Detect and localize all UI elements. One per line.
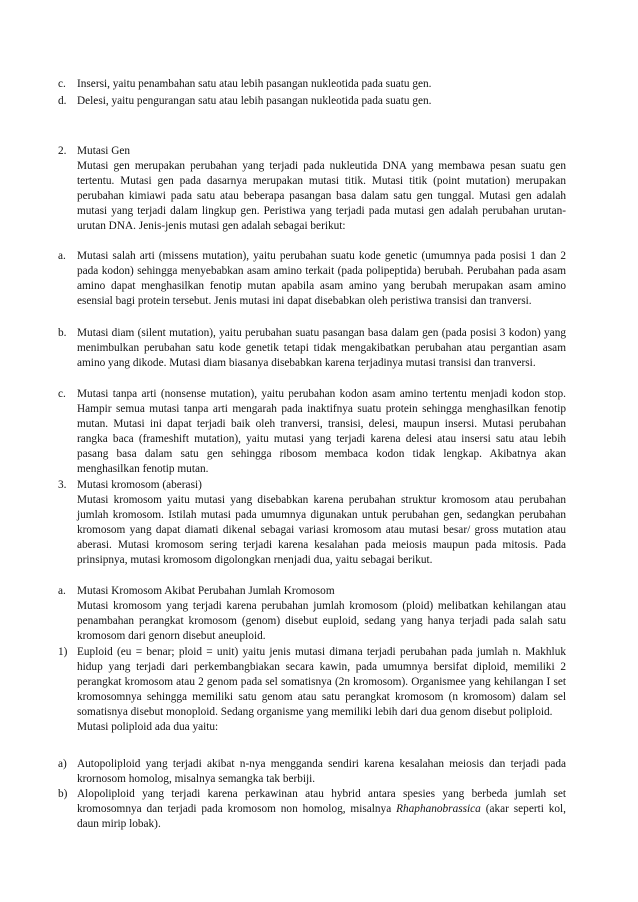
list-marker: b. (58, 327, 67, 339)
species-name: Rhaphanobrassica (396, 803, 481, 816)
list-item-b-alopoliploid (58, 787, 566, 832)
section-title: Mutasi Gen (77, 145, 131, 157)
list-item-c-nonsense (58, 387, 566, 478)
list-item-text: Insersi, yaitu penambahan satu atau lebih pasangan nukleotida pada suatu gen. (77, 78, 432, 90)
list-marker: c. (58, 388, 66, 400)
section-3-mutasi-kromosom (58, 478, 566, 569)
list-marker: a) (58, 758, 67, 770)
list-item-text: Mutasi tanpa arti (nonsense mutation), yaitu perubahan kodon asam amino tertentu menjadi kodon stop. Hampir semua mutasi tanpa arti mengarah pada inaktifnya suatu protein sehingga menghasilkan fenotip mutan. Mutasi ini dapat terjadi baik oleh tranversi, transisi, delesi, maupun insersi. Mutasi perubahan rangka baca (frameshift mutation), yaitu mutasi yang terjadi karena delesi atau insersi satu atau lebih pasang basa dalam satu gen sehingga ribosom membaca kodon tidak lengkap. Akibatnya akan menghasilkan fenotip mutan. (77, 388, 566, 476)
list-item-text: Euploid (eu = benar; ploid = unit) yaitu jenis mutasi dimana terjadi perubahan pada jumlah n. Makhluk hidup yang terjadi dari perkembangbiakan secara kawin, pada umumnya bersifat diploid, memiliki 2 perangkat kromosom atau 2 genom pada sel somatisnya (2n kromosom). Organismee yang kehilangan I set kromosomnya sehingga memiliki satu genom atau satu perangkat kromosom (n kromosom) dalam sel somatisnya disebut monoploid. Sedang organisme yang memiliki lebih dari dua genom disebut poliploid. (77, 646, 566, 719)
list-item-text: Autopoliploid yang terjadi akibat n-nya mengganda sendiri karena kesalahan meiosis dan terjadi pada krornosom homolog, misalnya semangka tak berbiji. (77, 758, 566, 786)
list-marker: b) (58, 788, 68, 800)
list-marker: 1) (58, 646, 68, 658)
section-number: 2. (58, 145, 67, 157)
list-item-1-euploid (58, 645, 566, 736)
section-2-mutasi-gen (58, 144, 566, 235)
list-item-text: Delesi, yaitu pengurangan satu atau lebih pasangan nukleotida pada suatu gen. (77, 95, 432, 107)
section-title: Mutasi kromosom (aberasi) (77, 479, 202, 491)
list-item-note: Mutasi poliploid ada dua yaitu: (77, 721, 219, 734)
list-item-a-missens (58, 249, 566, 309)
list-item-text: Mutasi diam (silent mutation), yaitu perubahan suatu pasangan basa dalam gen (pada posisi 3 kodon) yang menimbulkan perubahan satu kode genetik tetapi tidak mengakibatkan perubahan atau pergantian asam amino yang dikode. Mutasi diam biasanya disebabkan karena terjadinya mutasi transisi dan tranversi. (77, 327, 566, 370)
list-item-a-jumlah-kromosom (58, 584, 566, 644)
section-body: Mutasi gen merupakan perubahan yang terjadi pada nukleutida DNA yang membawa pesan suatu gen tertentu. Mutasi gen pada dasarnya merupakan mutasi titik. Mutasi titik (point mutation) merupakan perubahan kimiawi pada satu atau beberapa pasangan basa dalam satu gen tunggal. Mutasi gen adalah mutasi yang terjadi dalam lingkup gen. Peristiwa yang terjadi pada mutasi gen adalah perubahan urutan-urutan DNA. Jenis-jenis mutasi gen adalah sebagai berikut: (77, 160, 566, 233)
list-item-c-insersi (58, 77, 566, 92)
list-item-d-delesi (58, 94, 566, 109)
list-item-a-autopoliploid (58, 757, 566, 787)
subsection-title: Mutasi Kromosom Akibat Perubahan Jumlah Kromosom (77, 585, 335, 597)
list-item-b-silent (58, 326, 566, 371)
list-marker: c. (58, 78, 66, 90)
subsection-body: Mutasi kromosom yang terjadi karena perubahan jumlah kromosom (ploid) melibatkan kehilangan atau penambahan perangkat kromosom (genom) disebut euploid, sedang yang hanya terjadi pada salah satu kromosom dari genorn disebut aneuploid. (77, 600, 566, 643)
list-item-text: Mutasi salah arti (missens mutation), yaitu perubahan suatu kode genetic (umumnya pada posisi 1 dan 2 pada kodon) sehingga menyebabkan asam amino terkait (pada polipeptida) berubah. Perubahan pada asam amino dapat menghasilkan fenotip mutan apabila asam amino yang berubah merupakan asam amino esensial bagi protein tersebut. Jenis mutasi ini dapat disebabkan oleh peristiwa transisi dan tranversi. (77, 250, 566, 308)
list-marker: a. (58, 250, 66, 262)
list-marker: a. (58, 585, 66, 597)
list-item-text-pre: Alopoliploid yang terjadi karena perkawinan atau hybrid antara spesies yang berbeda jumlah set kromosomnya dan terjadi pada kromosom non homolog, misalnya (77, 788, 566, 816)
list-marker: d. (58, 95, 67, 107)
list-item-text (77, 787, 566, 832)
list-item-text-post: (akar seperti kol, daun mirip lobak). (77, 803, 567, 831)
section-number: 3. (58, 479, 67, 491)
section-body: Mutasi kromosom yaitu mutasi yang disebabkan karena perubahan struktur kromosom atau perubahan jumlah kromosom. Istilah mutasi pada umumnya digunakan untuk perubahan gen, sedangkan perubahan kromosom yang dapat diamati dikenal sebagai variasi kromosom atau mutasi besar/ gross mutation atau aberasi. Mutasi kromosom sering terjadi karena kesalahan pada meiosis maupun pada mitosis. Pada prinsipnya, mutasi kromosom digolongkan rnenjadi dua, yaitu sebagai berikut. (77, 494, 566, 567)
